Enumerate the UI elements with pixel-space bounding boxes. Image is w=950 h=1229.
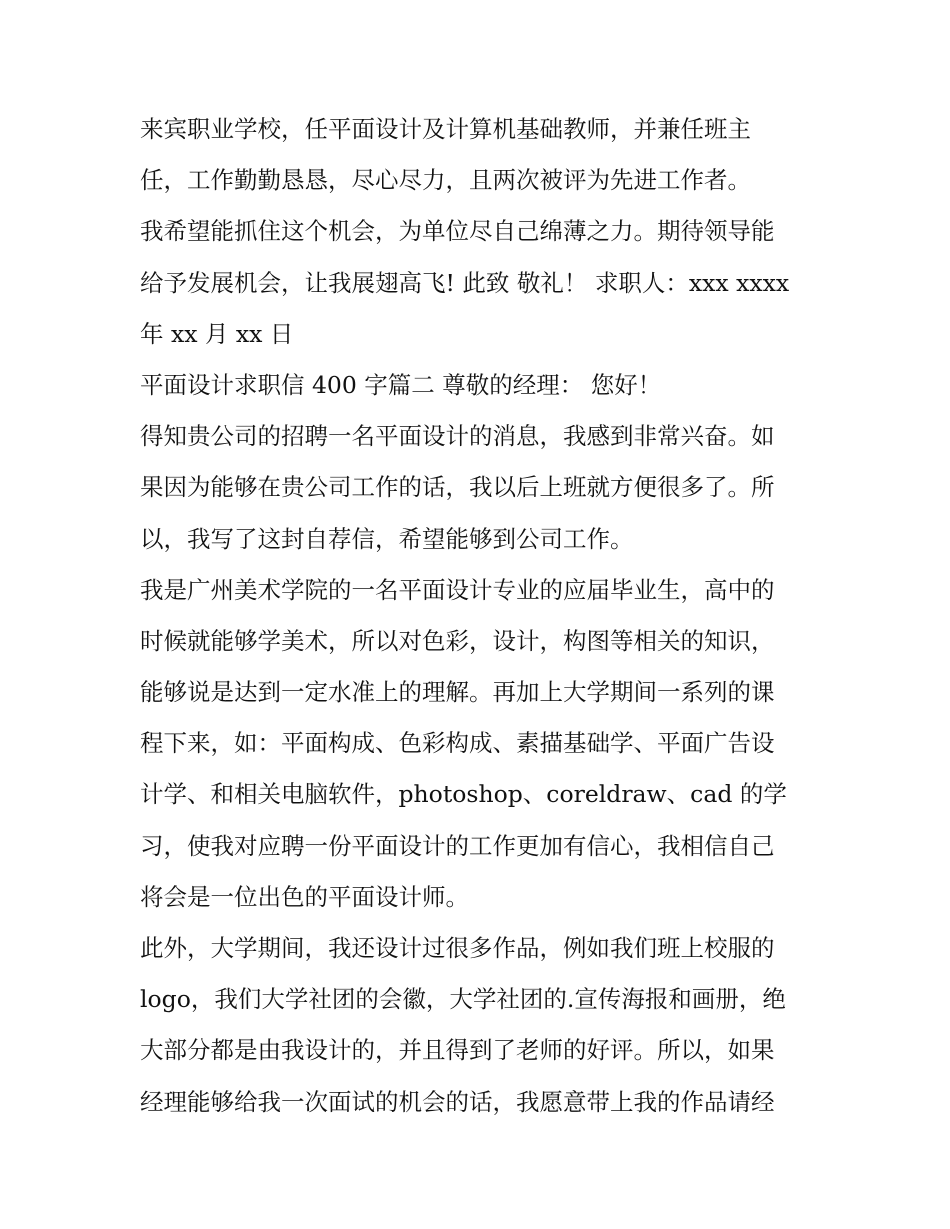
text-line: 以，我写了这封自荐信，希望能够到公司工作。 — [140, 524, 634, 553]
text-line: 来宾职业学校，任平面设计及计算机基础教师，并兼任班主 — [140, 115, 751, 143]
text-line: 经理能够给我一次面试的机会的话，我愿意带上我的作品请经 — [140, 1087, 775, 1116]
text-line: 时候就能够学美术，所以对色彩，设计，构图等相关的知识， — [140, 626, 775, 655]
text-line: logo，我们大学社团的会徽，大学社团的.宣传海报和画册，绝 — [140, 985, 786, 1014]
text-line: 我是广州美术学院的一名平面设计专业的应届毕业生，高中的 — [140, 575, 775, 604]
text-line: 给予发展机会，让我展翅高飞! 此致 敬礼！ 求职人：xxx xxxx — [140, 268, 790, 297]
text-line: 程下来，如：平面构成、色彩构成、素描基础学、平面广告设 — [140, 729, 775, 758]
text-line: 平面设计求职信 400 字篇二 尊敬的经理： 您好！ — [140, 370, 662, 399]
text-line: 将会是一位出色的平面设计师。 — [140, 882, 469, 911]
text-line: 年 xx 月 xx 日 — [140, 319, 294, 348]
text-line: 任，工作勤勤恳恳，尽心尽力，且两次被评为先进工作者。 — [140, 166, 751, 195]
text-line: 能够说是达到一定水准上的理解。再加上大学期间一系列的课 — [140, 678, 775, 707]
document-body — [140, 104, 820, 1128]
text-line: 果因为能够在贵公司工作的话，我以后上班就方便很多了。所 — [140, 473, 775, 502]
text-line: 计学、和相关电脑软件，photoshop、coreldraw、cad 的学 — [140, 780, 787, 809]
text-line: 大部分都是由我设计的，并且得到了老师的好评。所以，如果 — [140, 1036, 775, 1065]
text-line: 得知贵公司的招聘一名平面设计的消息，我感到非常兴奋。如 — [140, 422, 775, 451]
text-line: 我希望能抓住这个机会，为单位尽自己绵薄之力。期待领导能 — [140, 217, 775, 246]
text-line: 习，使我对应聘一份平面设计的工作更加有信心，我相信自己 — [140, 831, 775, 860]
text-line: 此外，大学期间，我还设计过很多作品，例如我们班上校服的 — [140, 934, 775, 962]
